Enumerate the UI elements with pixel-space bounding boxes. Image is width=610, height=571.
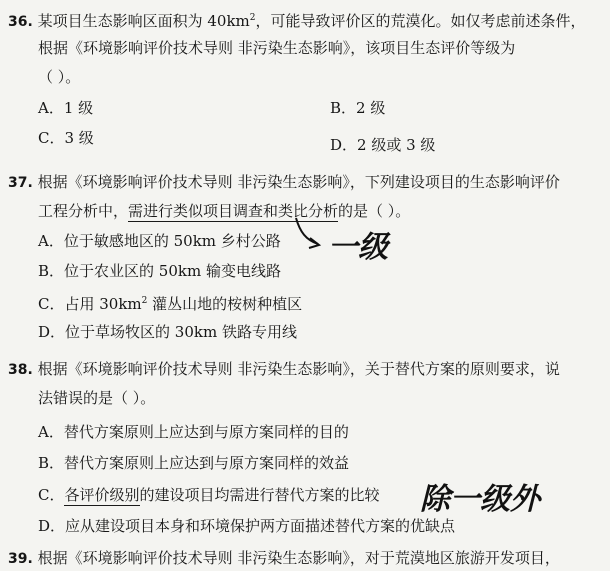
q36-line1 [8, 8, 586, 32]
q36-option-c: C．3 级 [38, 129, 94, 147]
q38-text-1: 根据《环境影响评价技术导则 非污染生态影响》，关于替代方案的原则要求，说 [37, 360, 560, 378]
q36-line3: （ ）。 [38, 68, 81, 86]
q39-line1 [8, 548, 560, 569]
q37-option-b: B．位于农业区的 50km 输变电线路 [38, 262, 281, 280]
q37-text-2a: 工程分析中， [38, 202, 129, 220]
q36-text-1: 某项目生态影响区面积为 40km [37, 12, 250, 30]
q36-text-1b: ，可能导致评价区的荒漠化。如仅考虑前述条件， [255, 12, 586, 30]
q36-option-d: D．2 级或 3 级 [330, 136, 436, 154]
q37-text-2b: 的是（ ）。 [338, 202, 411, 220]
q38-option-c-label: C． [38, 486, 65, 504]
q38-line2: 法错误的是（ ）。 [38, 389, 156, 407]
q38-option-b: B．替代方案原则上应达到与原方案同样的效益 [38, 454, 350, 472]
q38-line1 [8, 359, 560, 380]
q37-line1 [8, 172, 560, 193]
q37-option-c [38, 291, 302, 314]
q38-option-c [38, 485, 380, 505]
q38-option-a: A．替代方案原则上应达到与原方案同样的目的 [38, 423, 349, 441]
q38-option-d: D．应从建设项目本身和环境保护两方面描述替代方案的优缺点 [38, 517, 456, 535]
q38-number: 38. [8, 362, 33, 378]
q38-option-c-text: 的建设项目均需进行替代方案的比较 [139, 486, 380, 504]
q37-handwritten-note: 一级 [328, 230, 388, 265]
q37-number: 37. [8, 175, 33, 191]
q37-option-a: A．位于敏感地区的 50km 乡村公路 [38, 232, 281, 250]
q37-option-d: D．位于草场牧区的 30km 铁路专用线 [38, 323, 297, 341]
q37-option-c-text: C．占用 30km [38, 295, 142, 313]
q38-underlined-phrase: 各评价级别 [64, 486, 140, 504]
q36-number: 36. [8, 14, 33, 30]
q36-option-a: A．1 级 [38, 99, 94, 117]
q36-superscript: 2 [249, 13, 256, 23]
q36-line2: 根据《环境影响评价技术导则 非污染生态影响》，该项目生态评价等级为 [38, 39, 516, 57]
q37-option-c-text-b: 灌丛山地的桉树种植区 [147, 295, 303, 313]
q38-handwritten-note: 除一级外 [420, 482, 540, 517]
q39-number: 39. [8, 551, 33, 567]
q39-text-1: 根据《环境影响评价技术导则 非污染生态影响》，对于荒漠地区旅游开发项目， [37, 549, 560, 567]
q37-text-1: 根据《环境影响评价技术导则 非污染生态影响》，下列建设项目的生态影响评价 [37, 173, 560, 191]
q37-option-c-superscript: 2 [141, 296, 148, 306]
q37-line2 [38, 201, 410, 221]
q36-option-b: B．2 级 [330, 99, 386, 117]
q37-underlined-phrase: 需进行类似项目调查和类比分析 [128, 202, 339, 220]
